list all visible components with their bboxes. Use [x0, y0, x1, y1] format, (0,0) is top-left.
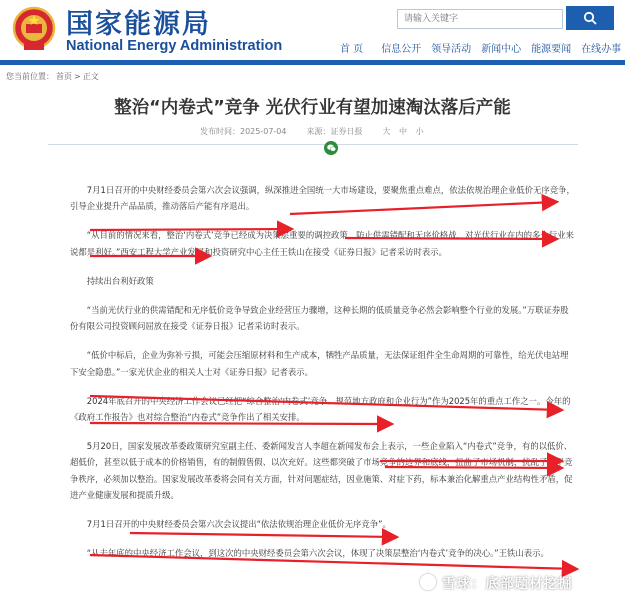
article-paragraph: 5月20日，国家发展改革委政策研究室副主任、委新闻发言人李超在新闻发布会上表示，一些企业陷入“内卷式”竞争，有的以低价、超低价，甚至以低于成本的价格销售，有的制假售假、以次充好。这些都突破了市场竞争的边界和底线，扭曲了市场机制，扰乱了公平竞争秩序，必须加以整治。国家发展改革委将会同有关方面，针对问题症结，因业施策、对症下药，标本兼治化解重点产业结构性矛盾，促进产业健康发展和提质升级。 — [70, 441, 573, 500]
article-source: 来源：证券日报 — [306, 127, 363, 136]
article-paragraph: 2024年底召开的中央经济工作会议已经把“综合整治‘内卷式’竞争、规范地方政府和企业行为”作为2025年的重点工作之一。今年的《政府工作报告》也对综合整治“内卷式”竞争作出了相关安排。 — [70, 395, 571, 423]
font-size-large[interactable]: 大 — [382, 127, 391, 136]
national-emblem-icon[interactable] — [12, 6, 56, 52]
article-paragraph: 7月1日召开的中央财经委员会第六次会议强调，纵深推进全国统一大市场建设，要聚焦重点难点，依法依规治理企业低价无序竞争，引导企业提升产品品质，推动落后产能有序退出。 — [70, 185, 575, 212]
article-paragraph: “当前光伏行业的供需错配和无序低价竞争导致企业经营压力骤增，这种长期的低质量竞争必然会影响整个行业的发展。”万联证券股份有限公司投资顾问屈放在接受《证券日报》记者采访时表示。 — [70, 305, 569, 332]
search-icon — [583, 11, 597, 25]
publish-date: 发布时间：2025-07-04 — [200, 127, 287, 136]
search-button[interactable] — [566, 6, 614, 30]
nav-item-energy-news[interactable]: 能源要闻 — [531, 44, 572, 55]
breadcrumb — [0, 69, 625, 84]
main-nav — [335, 40, 625, 55]
watermark-text: 雪球：底部题材挖掘 — [442, 576, 573, 592]
site-header — [0, 0, 625, 60]
font-size-medium[interactable]: 中 — [399, 127, 408, 136]
wechat-bubble-icon — [327, 144, 336, 152]
search-input[interactable] — [397, 9, 563, 29]
font-size-small[interactable]: 小 — [415, 127, 424, 136]
snowball-logo-icon — [420, 574, 436, 590]
breadcrumb-home-link[interactable]: 首页 — [56, 72, 72, 81]
title-divider — [48, 144, 578, 145]
site-title-en[interactable]: National Energy Administration — [66, 38, 283, 54]
article-paragraph: “低价中标后，企业为弥补亏损，可能会压缩原材料和生产成本，牺牲产品质量，无法保证组件全生命周期的可靠性，给光伏电站埋下安全隐患。”一家光伏企业的相关人士对《证券日报》记者表示。 — [70, 350, 569, 377]
article-paragraph: “从目前的情况来看，整治‘内卷式’竞争已经成为决策层重要的调控政策，防止供需错配和无序价格战，对光伏行业在内的多个行业来说都是利好。”西安工程大学产业发展和投资研究中心主任王铁山在接受《证券日报》记者采访时表示。 — [70, 230, 574, 257]
site-title-cn[interactable]: 国家能源局 — [66, 9, 211, 40]
article-body — [70, 182, 575, 574]
breadcrumb-current: 正文 — [82, 72, 99, 81]
watermark — [420, 572, 573, 592]
article-paragraph: “从去年底的中央经济工作会议，到这次的中央财经委员会第六次会议，体现了决策层整治‘内卷式’竞争的决心。”王铁山表示。 — [86, 548, 549, 559]
article-subheading: 持续出台利好政策 — [86, 275, 154, 286]
nav-item-online-services[interactable]: 在线办事 — [581, 44, 622, 55]
breadcrumb-prefix: 您当前位置： — [6, 72, 54, 81]
font-size-switcher — [383, 126, 430, 137]
article-title: 整治“内卷式”竞争 光伏行业有望加速淘汰落后产能 — [114, 98, 511, 118]
wechat-share-icon[interactable] — [324, 141, 338, 155]
article-meta — [200, 126, 430, 137]
breadcrumb-separator: > — [74, 72, 81, 81]
nav-item-info-disclosure[interactable]: 信息公开 — [381, 44, 422, 55]
nav-item-home[interactable]: 首 页 — [340, 44, 364, 55]
article-paragraph: 7月1日召开的中央财经委员会第六次会议提出“依法依规治理企业低价无序竞争”。 — [86, 519, 391, 530]
nav-item-news-center[interactable]: 新闻中心 — [481, 44, 522, 55]
nav-item-leader-activities[interactable]: 领导活动 — [431, 44, 472, 55]
header-divider-bar — [0, 60, 625, 65]
